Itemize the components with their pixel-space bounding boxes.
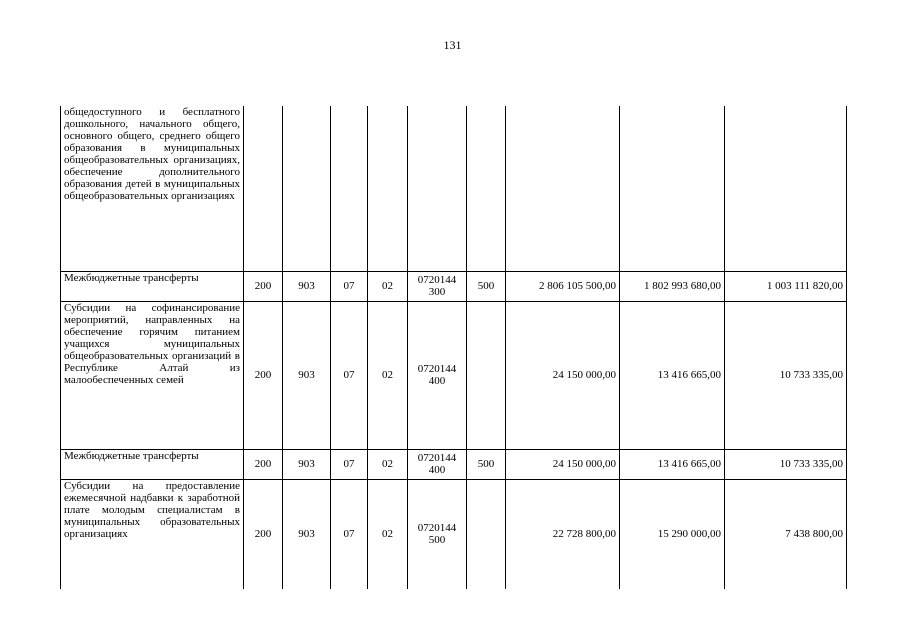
- table-row: [61, 301, 847, 449]
- cell-code-2: 903: [283, 301, 331, 449]
- cell-code-4: 02: [368, 301, 408, 449]
- cell-code-2: [283, 106, 331, 271]
- cell-value-3: 7 438 800,00: [725, 479, 847, 589]
- cell-code-1: 200: [244, 271, 283, 301]
- target-code-part-2: 500: [428, 534, 446, 547]
- target-code-part-2: 400: [428, 464, 446, 476]
- cell-code-2: 903: [283, 479, 331, 589]
- target-code-part-1: 0720144: [417, 274, 457, 286]
- cell-code-6: 500: [467, 449, 506, 479]
- cell-code-6: [467, 479, 506, 589]
- target-code-part-2: 400: [428, 375, 446, 387]
- table-row: [61, 271, 847, 301]
- cell-code-4: [368, 106, 408, 271]
- target-code-part-1: 0720144: [417, 522, 457, 535]
- budget-table: [60, 106, 847, 589]
- cell-value-3: 10 733 335,00: [725, 301, 847, 449]
- cell-code-1: [244, 106, 283, 271]
- row-name: Межбюджетные трансферты: [61, 271, 244, 301]
- cell-code-2: 903: [283, 271, 331, 301]
- table-row: [61, 106, 847, 271]
- cell-value-1: 22 728 800,00: [506, 479, 620, 589]
- cell-value-1: 2 806 105 500,00: [506, 271, 620, 301]
- cell-value-1: 24 150 000,00: [506, 301, 620, 449]
- cell-code-3: 07: [331, 271, 368, 301]
- target-code-part-1: 0720144: [417, 363, 457, 375]
- cell-value-3: [725, 106, 847, 271]
- cell-value-3: 1 003 111 820,00: [725, 271, 847, 301]
- cell-target-code: [408, 479, 467, 589]
- cell-code-2: 903: [283, 449, 331, 479]
- row-name: Субсидии на софинансирование мероприятий, направленных на обеспечение горячим питанием учащихся муниципальных общеобразовательных организаций в Республике Алтай из малообеспеченных семей: [61, 301, 244, 449]
- cell-value-1: [506, 106, 620, 271]
- cell-value-3: 10 733 335,00: [725, 449, 847, 479]
- cell-code-3: 07: [331, 479, 368, 589]
- cell-code-3: 07: [331, 301, 368, 449]
- cell-code-6: [467, 301, 506, 449]
- table-row: [61, 449, 847, 479]
- cell-value-2: 1 802 993 680,00: [620, 271, 725, 301]
- cell-value-2: 13 416 665,00: [620, 449, 725, 479]
- cell-value-2: 13 416 665,00: [620, 301, 725, 449]
- cell-code-4: 02: [368, 479, 408, 589]
- cell-value-1: 24 150 000,00: [506, 449, 620, 479]
- cell-target-code: [408, 301, 467, 449]
- cell-code-1: 200: [244, 479, 283, 589]
- cell-code-3: [331, 106, 368, 271]
- page-number: 131: [443, 38, 462, 52]
- cell-target-code: [408, 106, 467, 271]
- row-name: общедоступного и бесплатного дошкольного, начального общего, основного общего, среднего общего образования в муниципальных общеобразовательных организациях, обеспечение дополнительного образования детей в муниципальных общеобразовательных организациях: [61, 106, 244, 271]
- table-row: [61, 479, 847, 589]
- cell-target-code: [408, 449, 467, 479]
- cell-value-2: [620, 106, 725, 271]
- cell-value-2: 15 290 000,00: [620, 479, 725, 589]
- cell-code-6: 500: [467, 271, 506, 301]
- row-name: Межбюджетные трансферты: [61, 449, 244, 479]
- target-code-part-1: 0720144: [417, 452, 457, 464]
- target-code-part-2: 300: [428, 286, 446, 298]
- cell-target-code: [408, 271, 467, 301]
- cell-code-3: 07: [331, 449, 368, 479]
- row-name: Субсидии на предоставление ежемесячной надбавки к заработной плате молодым специалистам в муниципальных образовательных организациях: [61, 479, 244, 589]
- cell-code-1: 200: [244, 301, 283, 449]
- cell-code-1: 200: [244, 449, 283, 479]
- cell-code-4: 02: [368, 271, 408, 301]
- cell-code-4: 02: [368, 449, 408, 479]
- cell-code-6: [467, 106, 506, 271]
